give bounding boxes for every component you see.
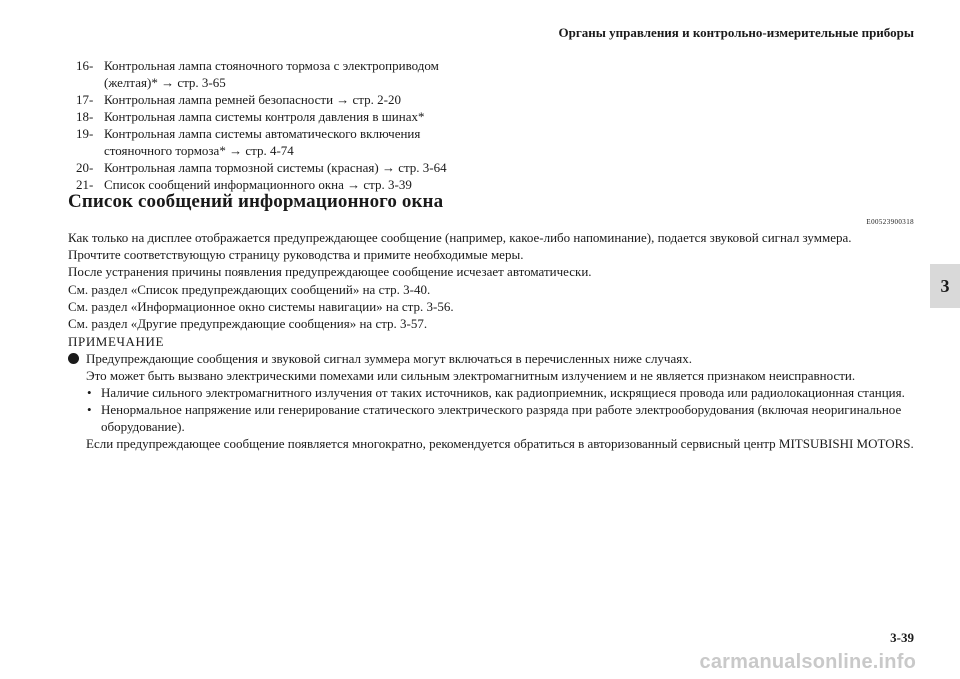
section-body [68, 229, 928, 332]
list-item-text: Контрольная лампа ремней безопасности → стр. 2-20 [104, 92, 401, 107]
running-header: Органы управления и контрольно-измерительные приборы [558, 25, 914, 40]
list-item-number: 19- [76, 126, 94, 141]
note-heading: ПРИМЕЧАНИЕ [68, 334, 165, 349]
note-line-text: Предупреждающие сообщения и звуковой сигнал зуммера могут включаться в перечисленных ниже случаях. [86, 351, 692, 366]
list-item [76, 125, 447, 159]
list-item-number: 18- [76, 109, 94, 124]
paragraph: См. раздел «Информационное окно системы навигации» на стр. 3-56. [68, 298, 454, 314]
list-item [76, 57, 447, 91]
list-item-number: 21- [76, 177, 94, 192]
note-sub-item [86, 401, 916, 435]
note-sub-item-text: Ненормальное напряжение или генерирование статического электрического разряда при работе электрооборудования (включая неоригинальное оборудование). [101, 402, 902, 434]
list-item-text: Контрольная лампа стояночного тормоза с электроприводом (желтая)* → стр. 3-65 [104, 58, 439, 90]
note-sub-item-text: Наличие сильного электромагнитного излучения от таких источников, как радиоприемник, искрящиеся провода или радиолокационная станция. [101, 385, 905, 400]
note-line: Это может быть вызвано электрическими помехами или сильным электромагнитным излучением и не является признаком неисправности. [86, 368, 856, 383]
note-body [86, 350, 916, 452]
bullet-mark: • [87, 402, 92, 417]
list-item-text: Контрольная лампа системы автоматического включения стояночного тормоза* → стр. 4-74 [104, 126, 421, 158]
section-code: E00523900318 [866, 218, 914, 226]
bullet-mark: • [87, 385, 92, 400]
note-closing: Если предупреждающее сообщение появляется многократно, рекомендуется обратиться в авторизованный сервисный центр MITSUBISHI MOTORS. [86, 436, 914, 451]
paragraph: См. раздел «Другие предупреждающие сообщения» на стр. 3-57. [68, 316, 428, 332]
paragraph: Как только на дисплее отображается предупреждающее сообщение (например, какое-либо напоминание), подается звуковой сигнал зуммера. [68, 230, 852, 245]
list-item [76, 159, 447, 176]
bullet-dot-icon [68, 353, 79, 364]
list-item-text: Список сообщений информационного окна → стр. 3-39 [104, 177, 412, 192]
list-item-number: 16- [76, 58, 94, 73]
paragraph: См. раздел «Список предупреждающих сообщений» на стр. 3-40. [68, 281, 431, 297]
item-list [76, 57, 447, 193]
watermark: carmanualsonline.info [699, 651, 916, 673]
paragraph: После устранения причины появления предупреждающее сообщение исчезает автоматически. [68, 264, 592, 280]
list-item-number: 17- [76, 92, 94, 107]
section-title: Список сообщений информационного окна [68, 191, 444, 212]
list-item-text: Контрольная лампа системы контроля давления в шинах* [104, 109, 425, 124]
list-item [76, 108, 447, 125]
note-sub-item [86, 384, 916, 401]
chapter-tab: 3 [930, 264, 960, 308]
list-item [76, 91, 447, 108]
note-line [86, 350, 916, 367]
page-number: 3-39 [890, 630, 914, 645]
list-item-number: 20- [76, 160, 94, 175]
list-item-text: Контрольная лампа тормозной системы (красная) → стр. 3-64 [104, 160, 447, 175]
paragraph: Прочтите соответствующую страницу руководства и примите необходимые меры. [68, 247, 524, 263]
